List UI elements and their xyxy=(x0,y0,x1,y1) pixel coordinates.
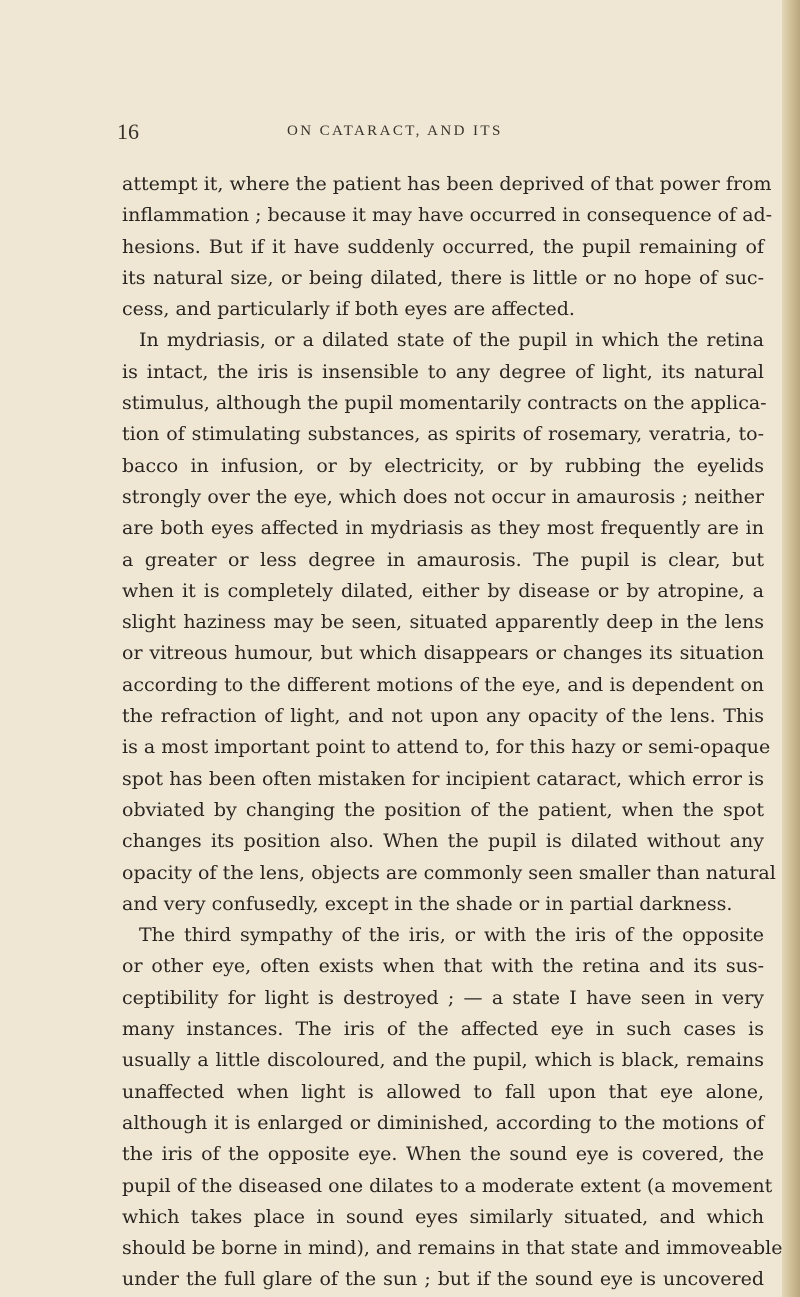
text-line: its natural size, or being dilated, there is little or no hope of suc- xyxy=(122,266,764,289)
text-line: spot has been often mistaken for incipient cataract, which error is xyxy=(122,767,764,790)
text-line: is a most important point to attend to, for this hazy or semi-opaque xyxy=(122,736,771,759)
text-line: slight haziness may be seen, situated apparently deep in the lens xyxy=(122,611,764,634)
text-line: the refraction of light, and not upon any opacity of the lens. This xyxy=(122,705,764,728)
text-line: unaffected when light is allowed to fall upon that eye alone, xyxy=(122,1080,764,1103)
text-line: the iris of the opposite eye. When the sound eye is covered, the xyxy=(122,1143,764,1166)
text-line: is intact, the iris is insensible to any degree of light, its natural xyxy=(122,360,764,383)
text-line: which takes place in sound eyes similarly situated, and which xyxy=(122,1205,764,1228)
text-line: pupil of the diseased one dilates to a moderate extent (a movement xyxy=(122,1174,773,1197)
text-line: bacco in infusion, or by electricity, or by rubbing the eyelids xyxy=(122,454,764,477)
text-line: or vitreous humour, but which disappears or changes its situation xyxy=(122,642,764,665)
text-line: many instances. The iris of the affected eye in such cases is xyxy=(122,1018,764,1041)
text-line: tion of stimulating substances, as spirits of rosemary, veratria, to- xyxy=(122,423,764,446)
text-line: are both eyes affected in mydriasis as they most frequently are in xyxy=(122,517,764,540)
text-line: according to the different motions of the eye, and is dependent on xyxy=(122,673,764,696)
text-line: a greater or less degree in amaurosis. The pupil is clear, but xyxy=(122,548,764,571)
text-line: stimulus, although the pupil momentarily contracts on the applica- xyxy=(122,392,767,415)
text-line: hesions. But if it have suddenly occurred, the pupil remaining of xyxy=(122,235,764,258)
body-text xyxy=(122,169,783,1296)
text-line: inflammation ; because it may have occurred in consequence of ad- xyxy=(122,204,773,227)
text-line: strongly over the eye, which does not occur in amaurosis ; neither xyxy=(122,485,764,508)
page-number: 16 xyxy=(117,119,139,144)
text-line: usually a little discoloured, and the pupil, which is black, remains xyxy=(122,1049,764,1072)
text-line: cess, and particularly if both eyes are affected. xyxy=(122,298,575,321)
text-line: In mydriasis, or a dilated state of the pupil in which the retina xyxy=(139,329,764,352)
page-edge xyxy=(782,0,800,1297)
running-head xyxy=(0,119,800,149)
text-line: although it is enlarged or diminished, according to the motions of xyxy=(122,1111,764,1134)
text-line: should be borne in mind), and remains in that state and immoveable xyxy=(122,1237,783,1260)
text-line: obviated by changing the position of the patient, when the spot xyxy=(122,798,764,821)
text-line: under the full glare of the sun ; but if the sound eye is uncovered xyxy=(122,1268,764,1291)
text-line: changes its position also. When the pupil is dilated without any xyxy=(122,830,764,853)
running-title: ON CATARACT, AND ITS xyxy=(287,123,503,139)
text-line: ceptibility for light is destroyed ; — a state I have seen in very xyxy=(122,986,764,1009)
text-line: attempt it, where the patient has been deprived of that power from xyxy=(122,173,772,195)
text-line: The third sympathy of the iris, or with the iris of the opposite xyxy=(139,924,764,947)
text-line: opacity of the lens, objects are commonly seen smaller than natural xyxy=(122,861,776,884)
text-line: or other eye, often exists when that with the retina and its sus- xyxy=(122,955,764,978)
text-line: when it is completely dilated, either by disease or by atropine, a xyxy=(122,579,764,602)
text-line: and very confusedly, except in the shade or in partial darkness. xyxy=(122,892,733,915)
